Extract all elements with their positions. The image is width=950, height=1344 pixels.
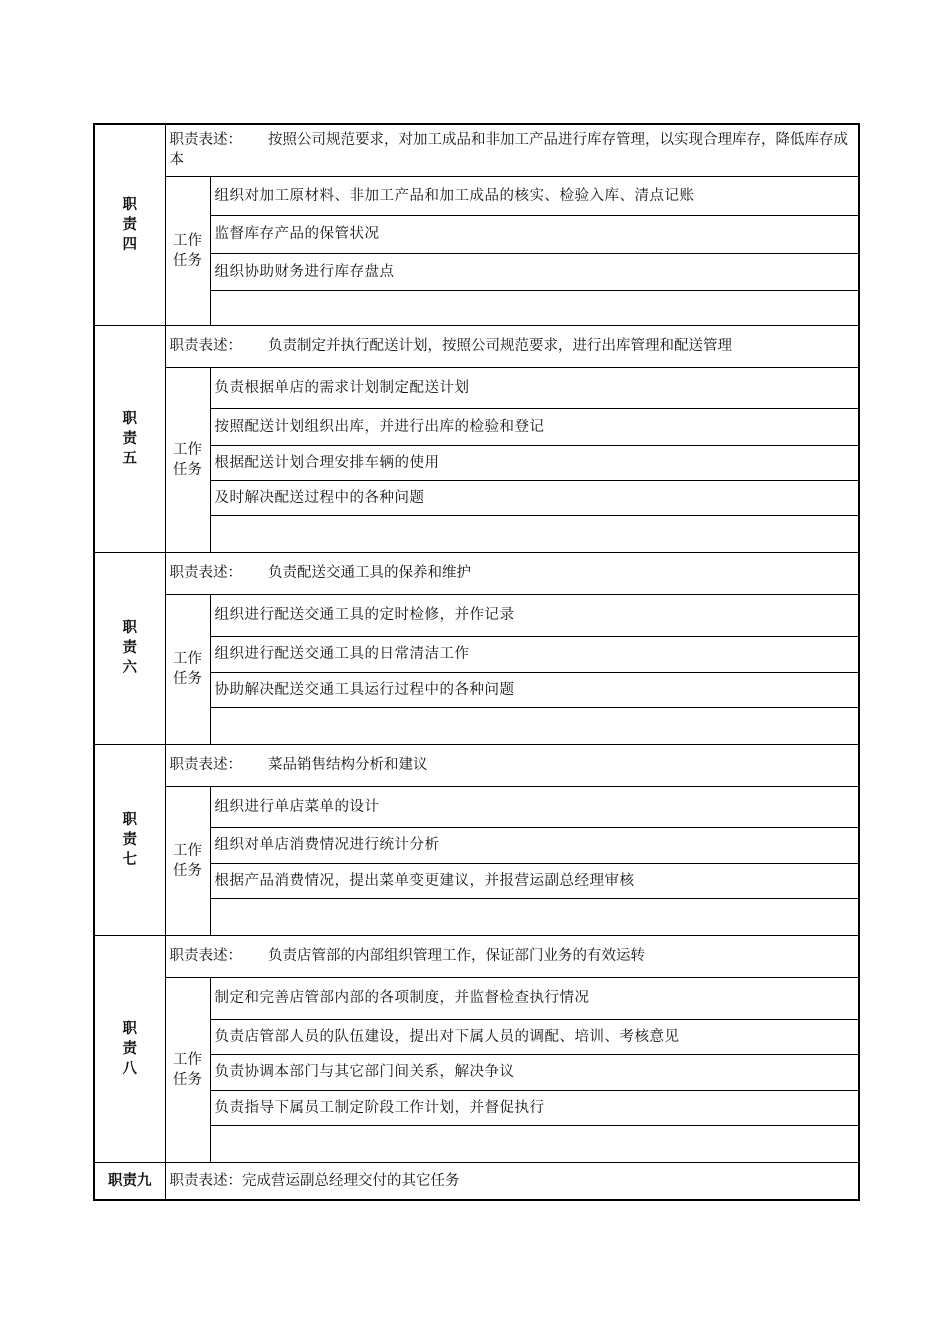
duty-description: 职责表述： 菜品销售结构分析和建议 xyxy=(165,744,859,786)
duty-description: 职责表述： 负责配送交通工具的保养和维护 xyxy=(165,552,859,594)
task-item: 组织进行配送交通工具的日常清洁工作 xyxy=(210,636,859,672)
task-item: 按照配送计划组织出库，并进行出库的检验和登记 xyxy=(210,408,859,445)
task-label: 工作任务 xyxy=(165,594,210,744)
task-item-empty xyxy=(210,515,859,552)
task-item-empty xyxy=(210,290,859,325)
task-item: 组织进行单店菜单的设计 xyxy=(210,786,859,827)
task-item: 负责指导下属员工制定阶段工作计划，并督促执行 xyxy=(210,1090,859,1125)
task-item: 监督库存产品的保管状况 xyxy=(210,215,859,253)
task-item: 负责店管部人员的队伍建设，提出对下属人员的调配、培训、考核意见 xyxy=(210,1019,859,1054)
duty-description: 职责表述：完成营运副总经理交付的其它任务 xyxy=(165,1162,859,1200)
task-item: 组织对加工原材料、非加工产品和加工成品的核实、检验入库、清点记账 xyxy=(210,176,859,215)
duty-title: 职责五 xyxy=(94,325,165,552)
task-item: 根据配送计划合理安排车辆的使用 xyxy=(210,445,859,480)
task-label: 工作任务 xyxy=(165,977,210,1162)
duty-title: 职责八 xyxy=(94,935,165,1162)
task-item: 根据产品消费情况，提出菜单变更建议，并报营运副总经理审核 xyxy=(210,863,859,898)
task-item-empty xyxy=(210,707,859,744)
duties-table xyxy=(93,123,860,1201)
duty-row xyxy=(94,124,859,176)
task-item: 制定和完善店管部内部的各项制度，并监督检查执行情况 xyxy=(210,977,859,1019)
task-item: 组织协助财务进行库存盘点 xyxy=(210,253,859,290)
duty-description: 职责表述： 负责店管部的内部组织管理工作，保证部门业务的有效运转 xyxy=(165,935,859,977)
task-item: 协助解决配送交通工具运行过程中的各种问题 xyxy=(210,672,859,707)
duty-title: 职责七 xyxy=(94,744,165,935)
task-item-empty xyxy=(210,898,859,935)
task-label: 工作任务 xyxy=(165,367,210,552)
task-item-empty xyxy=(210,1125,859,1162)
task-label: 工作任务 xyxy=(165,176,210,325)
task-item: 负责协调本部门与其它部门间关系，解决争议 xyxy=(210,1054,859,1090)
task-item: 负责根据单店的需求计划制定配送计划 xyxy=(210,367,859,408)
task-label: 工作任务 xyxy=(165,786,210,935)
duty-description: 职责表述： 负责制定并执行配送计划，按照公司规范要求，进行出库管理和配送管理 xyxy=(165,325,859,367)
task-item: 组织对单店消费情况进行统计分析 xyxy=(210,827,859,863)
duty-title: 职责四 xyxy=(94,124,165,325)
task-item: 组织进行配送交通工具的定时检修，并作记录 xyxy=(210,594,859,636)
duty-title: 职责九 xyxy=(94,1162,165,1200)
duty-title: 职责六 xyxy=(94,552,165,744)
duty-description: 职责表述： 按照公司规范要求，对加工成品和非加工产品进行库存管理，以实现合理库存，降低库存成本 xyxy=(165,124,859,176)
task-item: 及时解决配送过程中的各种问题 xyxy=(210,480,859,515)
